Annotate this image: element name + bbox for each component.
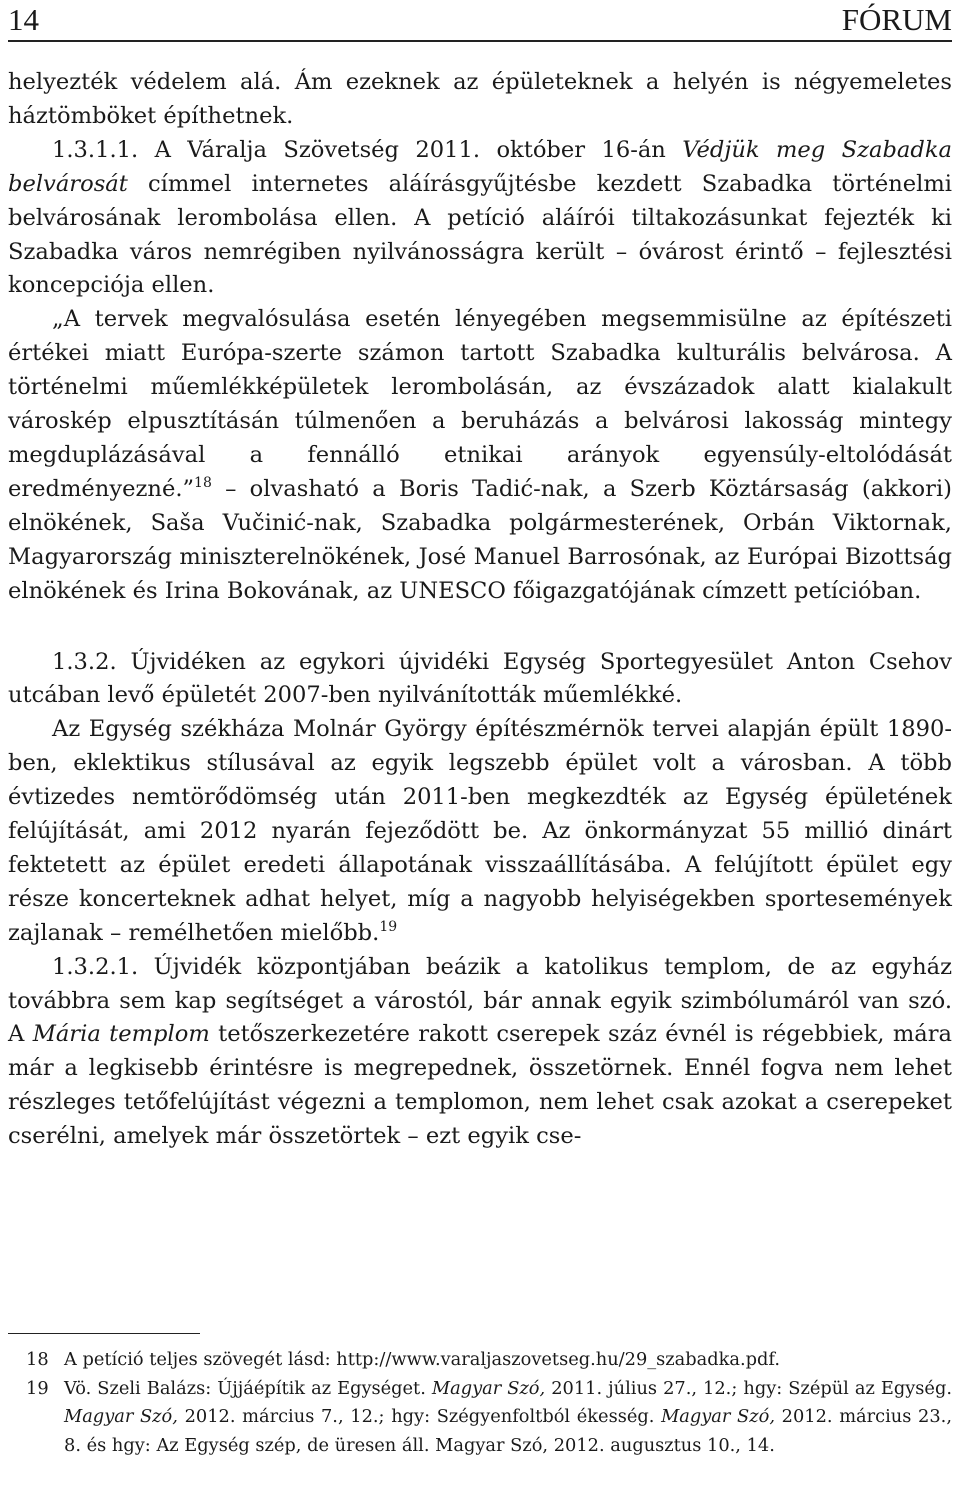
footnote-text: 2012. március 7., 12.; hgy: Szégyenfoltból ékesség. (177, 1406, 662, 1428)
paragraph-text: – olvasható a Boris Tadić-nak, a Szerb Köztársaság (akkori) elnökének, Saša Vučinić-nak, Szabadka polgármesterének, Orbán Viktornak, Magyarország miniszterelnökének, José Manuel Barrosónak, az Európai Bizottság elnökének és Irina Bokovának, az UNESCO főigazgatójának címzett petícióban. (8, 475, 952, 604)
petition-quote-paragraph (8, 303, 952, 608)
church-name: Mária templom (32, 1021, 210, 1048)
paragraph-text: 1.3.2.1. Újvidék központjában beázik a katolikus templom, de az egyház továbbra sem kap segítséget a várostól, bár annak egyik szimbólumáról van szó. A (8, 953, 952, 1048)
footnotes (8, 1346, 952, 1460)
paragraph-continuation: helyezték védelem alá. Ám ezeknek az épületeknek a helyén is négyemeletes háztömböket építhetnek. (8, 69, 952, 129)
newspaper-name: Magyar Szó, (64, 1406, 178, 1428)
paragraph-1-3-1-1 (8, 134, 952, 304)
footnote-number: 19 (26, 1377, 49, 1399)
paragraph-text: Az Egység székháza Molnár György építészmérnök tervei alapján épült 1890-ben, eklektikus stílusával az egyik legszebb épület volt a városban. A több évtizedes nemtörődömség után 2011-ben megkezdték az Egység épületének felújítását, ami 2012 nyarán fejeződött be. Az önkormányzat 55 millió dinárt fektetett az épület eredeti állapotának visszaállításába. A felújított épület egy része koncerteknek adhat helyet, míg a nagyobb helyiségekben sportesemények zajlanak – remélhetően mielőbb. (8, 716, 952, 946)
main-text (8, 66, 952, 1154)
footnote-text: 2012. március 23., 8. és hgy: Az Egység szép, de üresen áll. Magyar Szó, 2012. augusztus 10., 14. (64, 1406, 952, 1456)
footnote-ref-19: 19 (379, 918, 398, 935)
footnote-separator (8, 1333, 200, 1334)
footnote-text: Vö. Szeli Balázs: Újjáépítik az Egységet. (64, 1377, 432, 1399)
paragraph-text: tetőszerkezetére rakott cserepek száz évnél is régebbiek, mára már a legkisebb érintésre is megrepednek, összetörnek. Ennél fogva nem lehet részleges tetőfelújítást végezni a templomon, nem lehet csak azokat a cserepeket cserélni, amelyek már összetörtek – ezt egyik cse- (8, 1021, 953, 1150)
newspaper-name: Magyar Szó, (431, 1377, 546, 1399)
footnote-19 (8, 1375, 952, 1461)
page-number: 14 (8, 2, 39, 37)
petition-title: Védjük meg Szabadka belvárosát (8, 136, 953, 197)
paragraph-1-3-2: 1.3.2. Újvidéken az egykori újvidéki Egység Sportegyesület Anton Csehov utcában levő épületét 2007-ben nyilvánították műemlékké. (8, 648, 952, 709)
paragraph-egyseg (8, 713, 952, 950)
paragraph-text: 1.3.1.1. A Váralja Szövetség 2011. október 16-án (52, 136, 683, 163)
footnote-number: 18 (26, 1349, 49, 1370)
footnote-ref-18: 18 (194, 474, 212, 491)
paragraph-text: címmel internetes aláírásgyűjtésbe kezdett Szabadka történelmi belvárosának lerombolása ellen. A petíció aláírói tiltakozásunkat fejezték ki Szabadka város nemrégiben nyilvánosságra került – óvárost érintő – fejlesztési koncepciója ellen. (8, 170, 952, 299)
footnote-18 (8, 1346, 952, 1375)
newspaper-name: Magyar Szó, (661, 1406, 775, 1428)
footnote-text: 2011. július 27., 12.; hgy: Szépül az Egység. (545, 1377, 952, 1399)
journal-title: FÓRUM (841, 2, 952, 37)
paragraph-1-3-2-1 (8, 951, 952, 1154)
quote-text: „A tervek megvalósulása esetén lényegében megsemmisülne az építészeti értékei miatt Európa-szerte számon tartott Szabadka kulturális belvárosa. A történelmi műemlékképületek lerombolásán, az évszázadok alatt kialakult városkép elpusztításán túlmenően a beruházás a belvárosi lakosság mintegy megduplázásával a fennálló etnikai arányok egyensúly-eltolódását eredményezné.” (8, 306, 952, 502)
running-header (8, 0, 952, 42)
footnote-text: A petíció teljes szövegét lásd: http://www.varaljaszovetseg.hu/29_szabadka.pdf. (64, 1349, 781, 1370)
